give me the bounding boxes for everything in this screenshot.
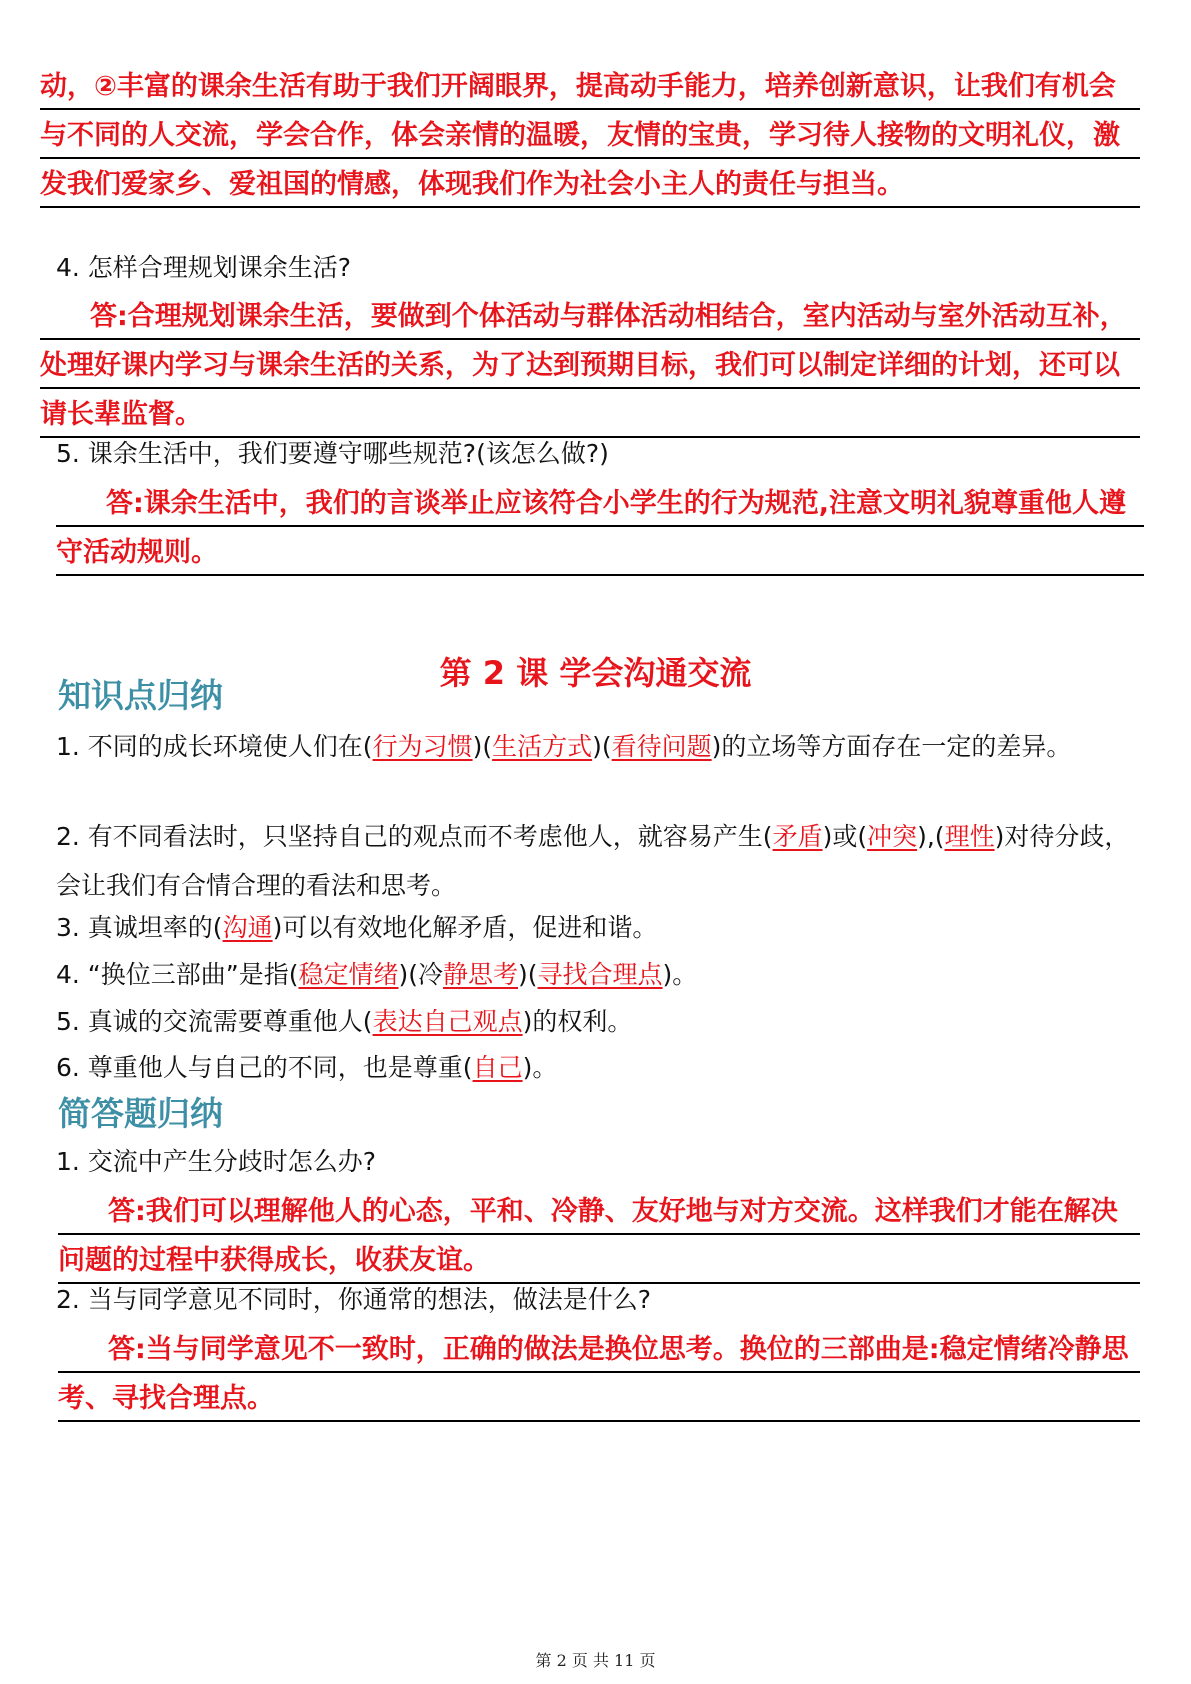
blank-answer: 看待问题 bbox=[611, 732, 712, 761]
section-knowledge-heading: 知识点归纳 bbox=[58, 676, 223, 715]
short-question-1: 1. 交流中产生分歧时怎么办? bbox=[56, 1147, 377, 1176]
knowledge-item-3: 3. 真诚坦率的(沟通)可以有效地化解矛盾，促进和谐。 bbox=[56, 913, 658, 942]
question-5: 5. 课余生活中，我们要遵守哪些规范?(该怎么做?) bbox=[56, 439, 609, 468]
knowledge-item-5: 5. 真诚的交流需要尊重他人(表达自己观点)的权利。 bbox=[56, 1007, 633, 1036]
knowledge-item-1: 1. 不同的成长环境使人们在(行为习惯)(生活方式)(看待问题)的立场等方面存在一定的差异。 bbox=[56, 732, 1072, 761]
answer-5: 答:课余生活中，我们的言谈举止应该符合小学生的行为规范,注意文明礼貌尊重他人遵守活动规则。 bbox=[56, 479, 1144, 577]
blank-answer: 矛盾 bbox=[772, 822, 823, 851]
question-4: 4. 怎样合理规划课余生活? bbox=[56, 253, 352, 282]
blank-answer: 理性 bbox=[944, 822, 995, 851]
knowledge-item-6: 6. 尊重他人与自己的不同，也是尊重(自己)。 bbox=[56, 1053, 558, 1082]
blank-answer: 静思考 bbox=[443, 960, 519, 989]
blank-answer: 表达自己观点 bbox=[372, 1007, 523, 1036]
blank-answer: 寻找合理点 bbox=[537, 960, 663, 989]
short-answer-1: 答:我们可以理解他人的心态，平和、冷静、友好地与对方交流。这样我们才能在解决问题的过程中获得成长，收获友谊。 bbox=[58, 1187, 1140, 1285]
lesson-title: 第 2 课 学会沟通交流 bbox=[439, 654, 752, 692]
knowledge-item-2: 2. 有不同看法时，只坚持自己的观点而不考虑他人，就容易产生(矛盾)或(冲突),(理性)对待分歧，会让我们有合情合理的看法和思考。 bbox=[56, 822, 1130, 900]
short-answer-2: 答:当与同学意见不一致时，正确的做法是换位思考。换位的三部曲是:稳定情绪冷静思考、寻找合理点。 bbox=[58, 1325, 1140, 1423]
answer-4: 答:合理规划课余生活，要做到个体活动与群体活动相结合，室内活动与室外活动互补，处理好课内学习与课余生活的关系，为了达到预期目标，我们可以制定详细的计划，还可以请长辈监督。 bbox=[40, 292, 1140, 439]
knowledge-item-4: 4. “换位三部曲”是指(稳定情绪)(冷静思考)(寻找合理点)。 bbox=[56, 960, 698, 989]
section-short-answer-heading: 简答题归纳 bbox=[58, 1094, 223, 1133]
page-footer: 第 2 页 共 11 页 bbox=[535, 1651, 656, 1670]
blank-answer: 生活方式 bbox=[492, 732, 593, 761]
short-question-2: 2. 当与同学意见不同时，你通常的想法，做法是什么? bbox=[56, 1285, 652, 1314]
blank-answer: 沟通 bbox=[222, 913, 273, 942]
answer-continued: 动，②丰富的课余生活有助于我们开阔眼界，提高动手能力，培养创新意识，让我们有机会与不同的人交流，学会合作，体会亲情的温暖，友情的宝贵，学习待人接物的文明礼仪，激发我们爱家乡、爱祖国的情感，体现我们作为社会小主人的责任与担当。 bbox=[40, 62, 1140, 209]
blank-answer: 自己 bbox=[472, 1053, 523, 1082]
blank-answer: 行为习惯 bbox=[372, 732, 473, 761]
blank-answer: 冲突 bbox=[867, 822, 918, 851]
blank-answer: 稳定情绪 bbox=[298, 960, 399, 989]
